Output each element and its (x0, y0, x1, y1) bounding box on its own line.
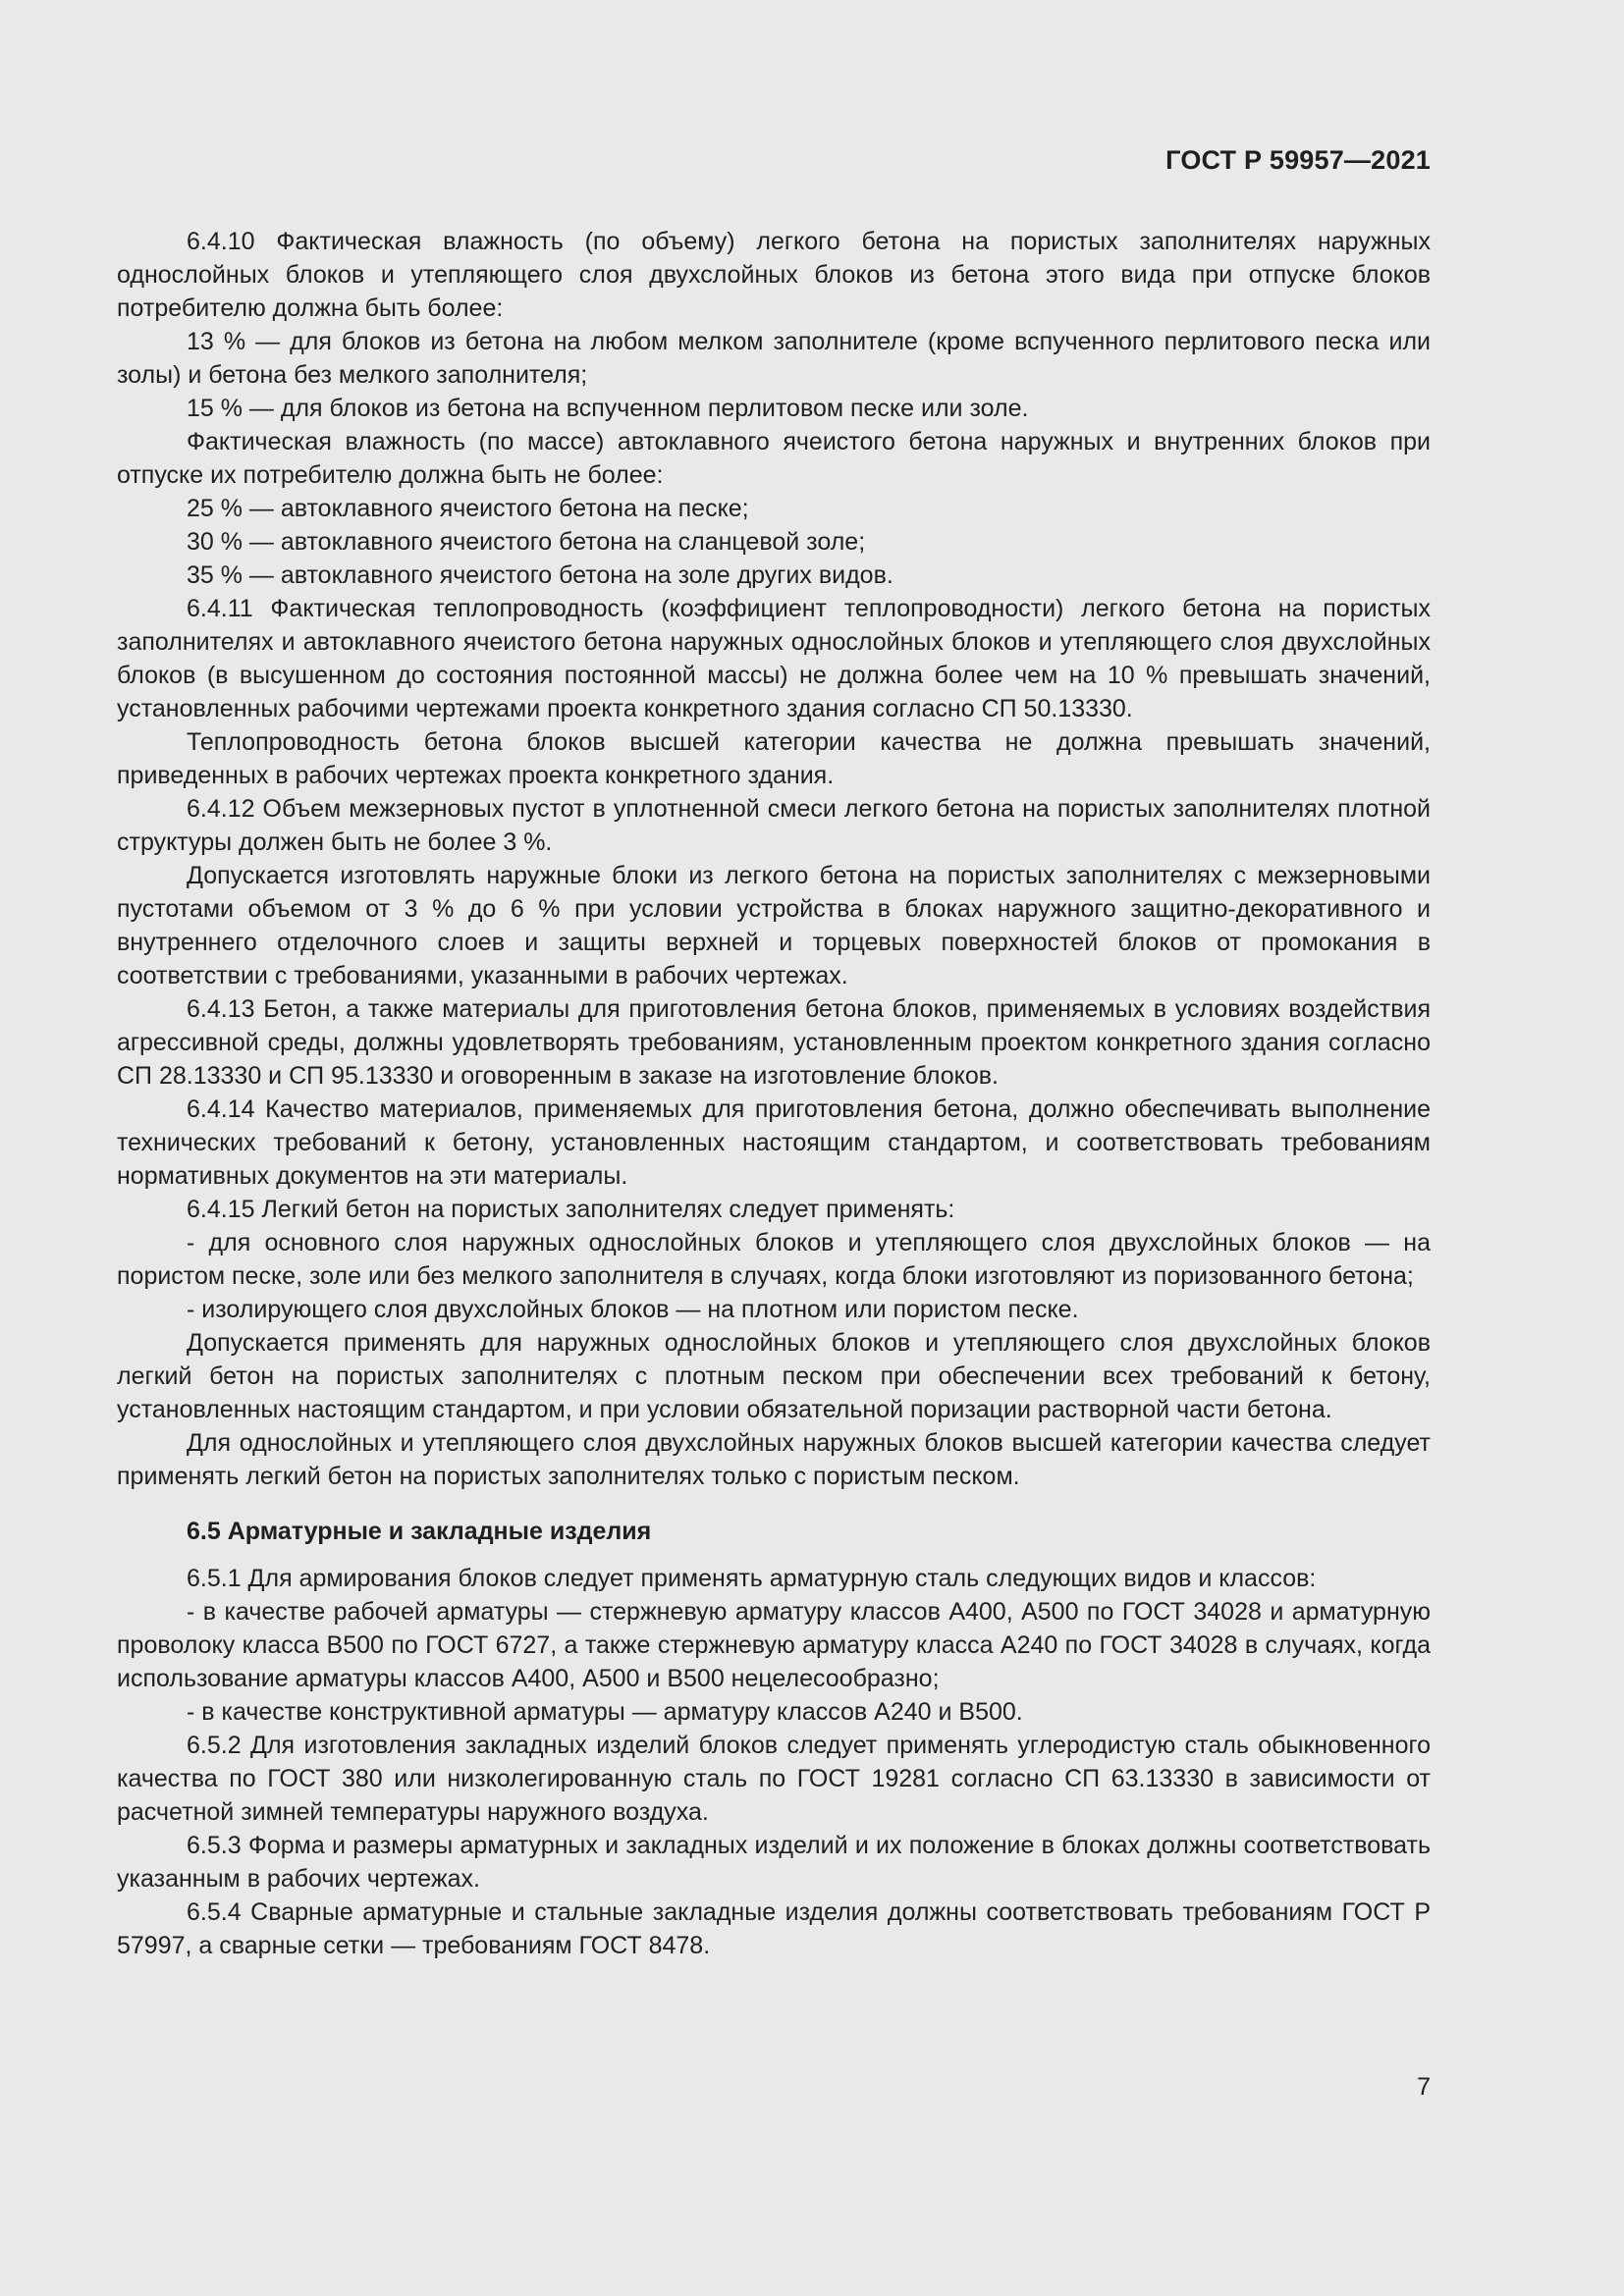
paragraph: 6.4.15 Легкий бетон на пористых заполнителях следует применять: (187, 1196, 955, 1223)
paragraph: 6.5.1 Для армирования блоков следует применять арматурную сталь следующих видов и классов: (187, 1565, 1317, 1592)
paragraph: 6.4.10 Фактическая влажность (по объему) легкого бетона на пористых заполнителях наружных однослойных блоков и утепляющего слоя двухслойных блоков из бетона этого вида при отпуске блоков потребителю должна быть более: (117, 228, 1431, 322)
paragraph: Теплопроводность бетона блоков высшей категории качества не должна превышать значений, приведенных в рабочих чертежах проекта конкретного здания. (117, 728, 1431, 789)
paragraph: 15 % — для блоков из бетона на вспученном перлитовом песке или золе. (187, 395, 1029, 422)
page-header: ГОСТ Р 59957—2021 (1165, 145, 1431, 175)
paragraph: 6.5.4 Сварные арматурные и стальные закладные изделия должны соответствовать требованиям ГОСТ Р 57997, а сварные сетки — требованиям ГОСТ 8478. (117, 1898, 1431, 1959)
section-heading: 6.5 Арматурные и закладные изделия (187, 1518, 652, 1545)
paragraph: 6.5.3 Форма и размеры арматурных и закладных изделий и их положение в блоках должны соответствовать указанным в рабочих чертежах. (117, 1832, 1431, 1893)
paragraph: 6.4.12 Объем межзерновых пустот в уплотненной смеси легкого бетона на пористых заполнителях плотной структуры должен быть не более 3 %. (117, 795, 1431, 856)
page-number: 7 (1417, 2073, 1431, 2101)
paragraph: Фактическая влажность (по массе) автоклавного ячеистого бетона наружных и внутренних блоков при отпуске их потребителю должна быть не более: (117, 428, 1431, 489)
paragraph: - в качестве рабочей арматуры — стержневую арматуру классов А400, А500 по ГОСТ 34028 и арматурную проволоку класса В500 по ГОСТ 6727, а также стержневую арматуру класса А240 по ГОСТ 34028 в случаях, когда использование арматуры классов А400, А500 и В500 нецелесообразно; (117, 1598, 1431, 1692)
paragraph: - в качестве конструктивной арматуры — арматуру классов А240 и В500. (187, 1698, 1023, 1726)
paragraph: 35 % — автоклавного ячеистого бетона на золе других видов. (187, 561, 893, 589)
paragraph: 25 % — автоклавного ячеистого бетона на песке; (187, 495, 749, 522)
paragraph: 6.5.2 Для изготовления закладных изделий блоков следует применять углеродистую сталь обыкновенного качества по ГОСТ 380 или низколегированную сталь по ГОСТ 19281 согласно СП 63.13330 в зависимости от расчетной зимней температуры наружного воздуха. (117, 1732, 1431, 1826)
document-body (117, 225, 1431, 1962)
paragraph: 6.4.13 Бетон, а также материалы для приготовления бетона блоков, применяемых в условиях воздействия агрессивной среды, должны удовлетворять требованиям, установленным проектом конкретного здания согласно СП 28.13330 и СП 95.13330 и оговоренным в заказе на изготовление блоков. (117, 995, 1431, 1090)
paragraph: Для однослойных и утепляющего слоя двухслойных наружных блоков высшей категории качества следует применять легкий бетон на пористых заполнителях только с пористым песком. (117, 1429, 1431, 1490)
paragraph: - для основного слоя наружных однослойных блоков и утепляющего слоя двухслойных блоков — на пористом песке, золе или без мелкого заполнителя в случаях, когда блоки изготовляют из поризованного бетона; (117, 1229, 1431, 1290)
paragraph: 13 % — для блоков из бетона на любом мелком заполнителе (кроме вспученного перлитового песка или золы) и бетона без мелкого заполнителя; (117, 328, 1431, 389)
paragraph: 30 % — автоклавного ячеистого бетона на сланцевой золе; (187, 528, 866, 556)
paragraph: 6.4.14 Качество материалов, применяемых для приготовления бетона, должно обеспечивать выполнение технических требований к бетону, установленных настоящим стандартом, и соответствовать требованиям нормативных документов на эти материалы. (117, 1095, 1431, 1190)
paragraph: - изолирующего слоя двухслойных блоков — на плотном или пористом песке. (187, 1296, 1079, 1323)
paragraph: Допускается применять для наружных однослойных блоков и утепляющего слоя двухслойных блоков легкий бетон на пористых заполнителях с плотным песком при обеспечении всех требований к бетону, установленных настоящим стандартом, и при условии обязательной поризации растворной части бетона. (117, 1329, 1431, 1423)
paragraph: Допускается изготовлять наружные блоки из легкого бетона на пористых заполнителях с межзерновыми пустотами объемом от 3 % до 6 % при условии устройства в блоках наружного защитно-декоративного и внутреннего отделочного слоев и защиты верхней и торцевых поверхностей блоков от промокания в соответствии с требованиями, указанными в рабочих чертежах. (117, 862, 1431, 989)
paragraph: 6.4.11 Фактическая теплопроводность (коэффициент теплопроводности) легкого бетона на пористых заполнителях и автоклавного ячеистого бетона наружных однослойных блоков и утепляющего слоя двухслойных блоков (в высушенном до состояния постоянной массы) не должна более чем на 10 % превышать значений, установленных рабочими чертежами проекта конкретного здания согласно СП 50.13330. (117, 595, 1431, 722)
